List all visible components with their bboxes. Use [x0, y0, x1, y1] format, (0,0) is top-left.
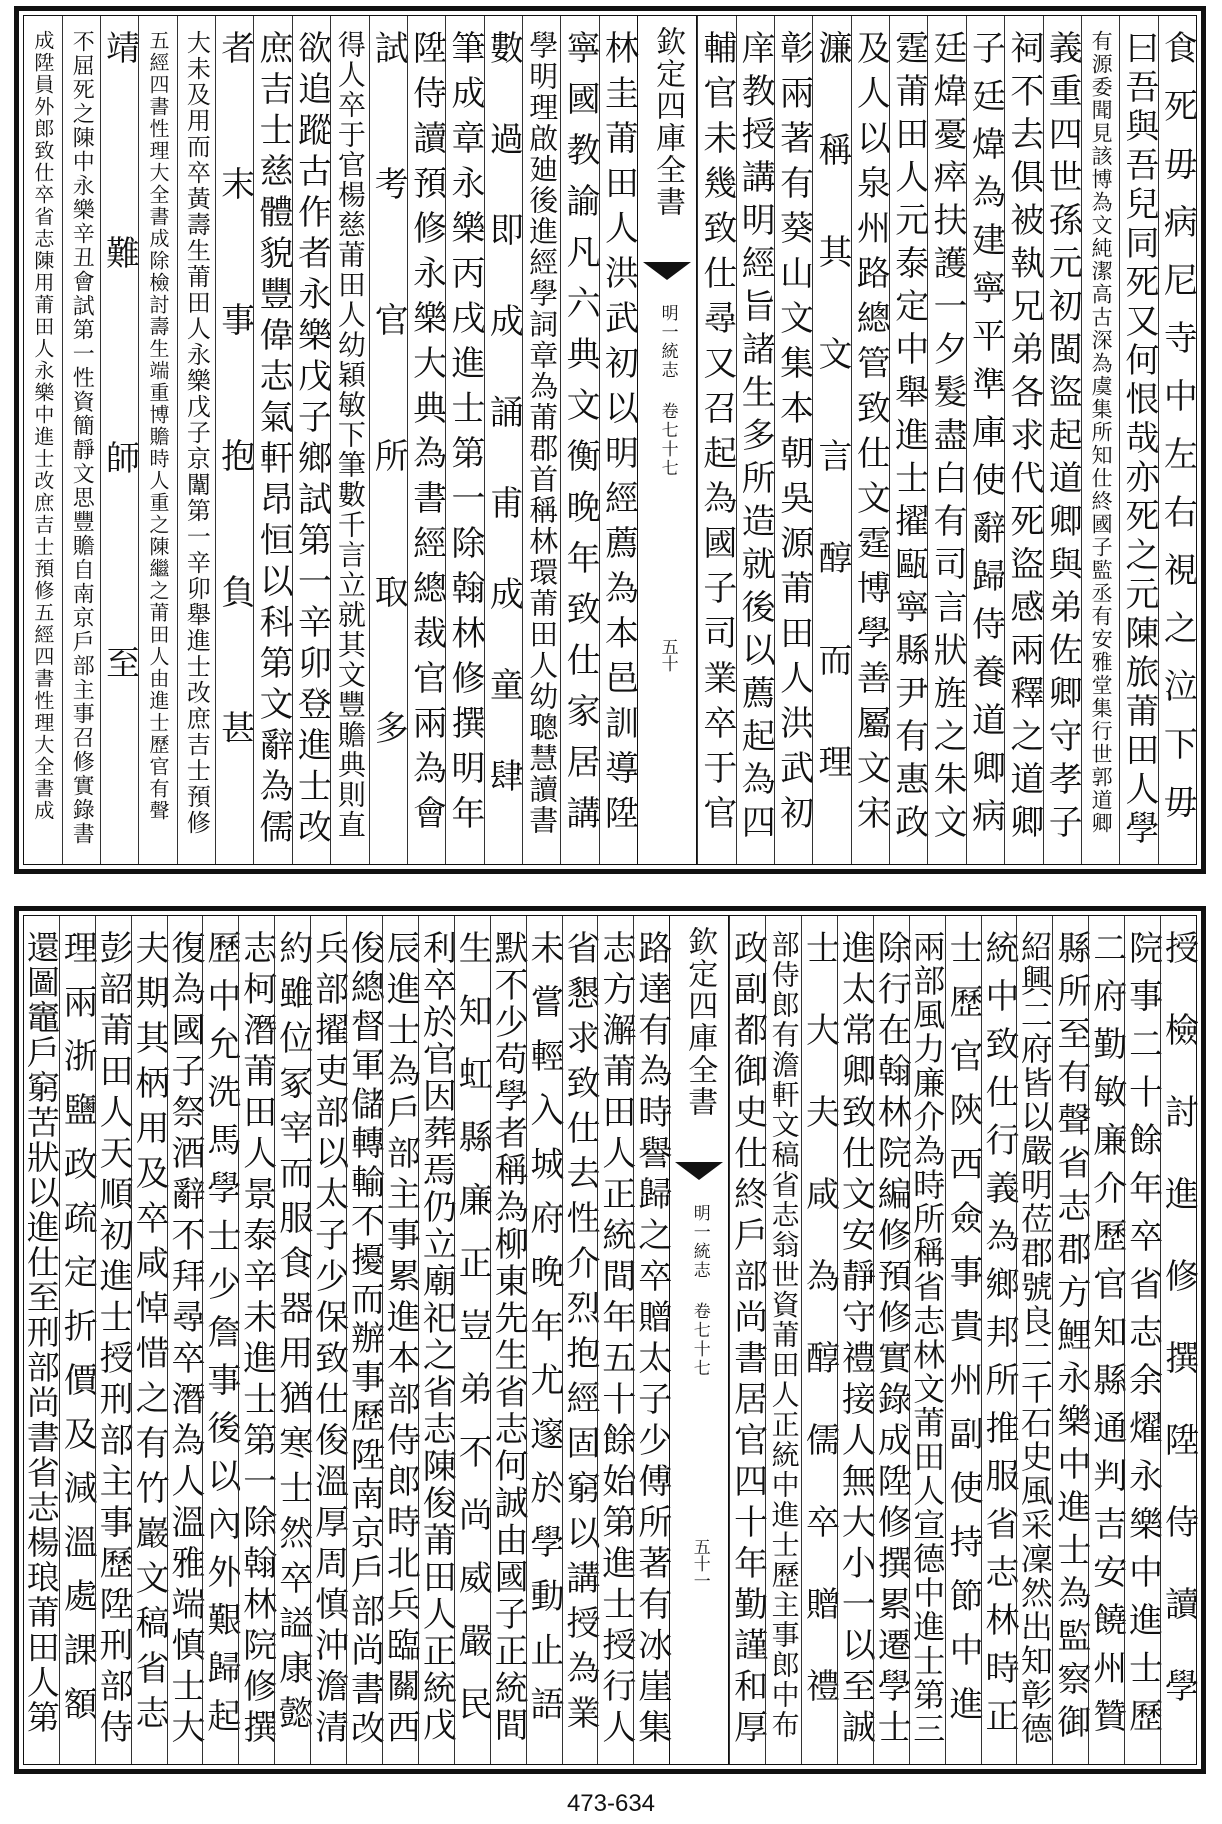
- text-column: [445, 16, 483, 864]
- text-column: [369, 16, 407, 864]
- text-column: [966, 16, 1004, 864]
- column-text: 兵部擢吏部以太子少保致仕俊溫厚周慎沖澹清: [308, 930, 349, 1750]
- column-text: 除行在翰林院編修預修實錄成陞修撰累遷學士: [871, 930, 912, 1750]
- text-column: [177, 16, 215, 864]
- column-text: 縣所至有聲省志郡方鯉永樂中進士為監察御: [1050, 930, 1091, 1747]
- column-text: 霆莆田人元泰定中舉進士擢甌寧縣尹有惠政: [888, 30, 929, 847]
- leaf-number: 五十: [657, 638, 678, 672]
- column-text: 得人卒于官楊慈莆田人幼穎敏下筆數千言立就其文豐贍典則直: [333, 30, 367, 840]
- text-column: [631, 916, 672, 1764]
- text-column: [1016, 916, 1052, 1764]
- text-column: [308, 916, 349, 1764]
- book-title: 欽定四庫全書: [650, 26, 686, 218]
- text-column: [57, 916, 98, 1764]
- column-text: 統中致仕行義為鄉邦所推服省志林時正: [979, 930, 1020, 1746]
- text-column: [559, 916, 600, 1764]
- column-text: 數過即成誦甫成童肆: [483, 30, 524, 849]
- column-text: 彰兩著有葵山文集本朝吳源莆田人洪武初: [773, 30, 814, 840]
- text-column: [1086, 916, 1127, 1764]
- volume-label: 明一統志 卷七十七: [689, 1204, 710, 1378]
- column-text: 辰進士為戶部主事累進本部侍郎時北兵臨關西: [380, 930, 421, 1750]
- text-column: [24, 16, 61, 864]
- text-column: [522, 16, 560, 864]
- text-column: [62, 16, 100, 864]
- column-text: 理兩浙鹽政疏定折價及減溫處課額: [57, 930, 98, 1740]
- column-text: 成陞員外郎致仕卒省志陳用莆田人永樂中進士改庶吉士預修五經四書性理大全書成: [30, 30, 55, 822]
- column-text: 學明理啟廸後進經學詞章為莆郡首稱林環莆田人幼聰慧讀書: [525, 30, 560, 836]
- text-column: [524, 916, 565, 1764]
- text-column: [871, 916, 912, 1764]
- text-column: [253, 16, 294, 864]
- column-text: 政副都御史仕終戶部尚書居官四十年勤謹和厚: [727, 930, 768, 1750]
- text-column: [979, 916, 1020, 1764]
- book-title: 欽定四庫全書: [682, 926, 718, 1118]
- text-column: [164, 916, 205, 1764]
- column-text: 欲追蹤古作者永樂戊子鄉試第一辛卯登進士改: [291, 30, 332, 850]
- column-text: 二府勤敏廉介歷官知縣通判吉安饒州贊: [1086, 930, 1127, 1746]
- text-column: [488, 916, 529, 1764]
- text-column: [697, 16, 735, 864]
- column-text: 士大夫咸為醇儒卒贈禮: [799, 930, 840, 1750]
- text-column: [484, 16, 522, 864]
- text-column: [93, 916, 134, 1764]
- column-text: 有源委聞見該博為文純潔高古深為虞集所知仕終國子監丞有安雅堂集行世郭道卿: [1089, 30, 1114, 835]
- column-text: 靖難師至: [99, 30, 140, 850]
- text-column: [215, 16, 253, 864]
- text-column: [21, 916, 61, 1764]
- column-text: 生知虹縣廉正豈弟不尚威嚴民: [452, 930, 493, 1749]
- text-column: [129, 916, 170, 1764]
- column-text: 約雖位冢宰而服食器用猶寒士然卒謚康懿: [272, 930, 313, 1740]
- column-text: 祠不去俱被執兄弟各求代死盜感兩釋之道卿: [1003, 30, 1044, 847]
- text-column: [292, 16, 330, 864]
- text-column: [138, 16, 176, 864]
- text-column: [774, 16, 812, 864]
- column-text: 及人以泉州路總管致仕文霆博學善屬文宋: [850, 30, 891, 840]
- text-column: [416, 916, 457, 1764]
- column-text: 夫期其柄用及卒咸悼惜之有竹巖文稿省志: [129, 930, 170, 1740]
- text-column: [909, 916, 945, 1764]
- column-text: 試考官所取多: [368, 30, 409, 846]
- column-text: 部侍郎有澹軒文稿省志翁世資莆田人正統中進士歷主事郎中布: [767, 930, 801, 1740]
- text-column: [812, 16, 850, 864]
- column-text: 路達有為時譽歸之卒贈太子少傅所著有冰崖集: [631, 930, 672, 1750]
- page-bottom: [14, 906, 1206, 1774]
- text-column: [272, 916, 313, 1764]
- text-column: [927, 16, 968, 864]
- text-column: [200, 916, 241, 1764]
- column-text: 五經四書性理大全書成除檢討壽生端重博贍時人重之陳繼之莆田人由進士歷官有聲: [145, 30, 170, 822]
- text-column: [1122, 916, 1163, 1764]
- text-column: [344, 916, 385, 1764]
- text-column: [1081, 16, 1119, 864]
- page-top-columns: [23, 15, 1197, 865]
- volume-label: 明一統志 卷七十七: [657, 304, 678, 478]
- text-column: [943, 916, 984, 1764]
- fishtail-mark: [675, 1162, 723, 1180]
- column-text: 授檢討進修撰陞侍讀學: [1158, 930, 1199, 1750]
- column-text: 志方澥莆田人正統間年五十餘始第進士授行人: [595, 930, 636, 1750]
- column-text: 利卒於官因葬焉仍立廟祀之省志陳俊莆田人正統戊: [416, 930, 457, 1744]
- column-text: 食死毋病尼寺中左右視之泣下毋: [1157, 30, 1198, 842]
- column-text: 士歷官陝西僉事貴州副使持節中進: [943, 930, 984, 1740]
- text-column: [330, 16, 368, 864]
- text-column: [1119, 16, 1157, 864]
- text-column: [560, 16, 601, 864]
- text-column: [889, 16, 927, 864]
- column-text: 陞侍讀預修永樂大典為書經總裁官兩為會: [406, 30, 447, 840]
- page-bottom-columns: [23, 915, 1197, 1765]
- text-column: [765, 916, 801, 1764]
- text-column: [452, 916, 493, 1764]
- column-text: 俊總督軍儲轉輸不擾而辦事歷陞南京戶部尚書改: [344, 930, 385, 1749]
- leaf-number: 五十一: [689, 1538, 710, 1589]
- text-column: [736, 16, 774, 864]
- column-text: 義重四世孫元初閩盜起道卿與弟佐卿守孝子: [1042, 30, 1083, 847]
- column-text: 輔官未幾致仕尋又召起為國子司業卒于官: [696, 30, 737, 840]
- text-column: [407, 16, 445, 864]
- column-text: 者末事抱負甚: [214, 30, 255, 846]
- column-text: 進太常卿致仕文安靜守禮接人無大小一以至誠: [835, 930, 876, 1750]
- column-text: 筆成章永樂丙戌進士第一除翰林修撰明年: [444, 30, 485, 840]
- column-text: 大未及用而卒黃壽生莆田人永樂戊子京闈第一辛卯舉進士改庶吉士預修: [182, 30, 211, 836]
- page-number-footer: 473-634: [566, 1790, 656, 1817]
- column-text: 默不少苟學者稱為柳東先生省志何誠由國子正統間: [488, 930, 529, 1744]
- column-text: 志柯潛莆田人景泰辛未進士第一除翰林院修撰: [236, 930, 277, 1750]
- text-column: [100, 16, 138, 864]
- column-text: 院事二十餘年卒省志余燿永樂中進士歷: [1122, 930, 1163, 1746]
- column-text: 庶吉士慈體貌豐偉志氣軒昂恒以科第文辭為儒: [253, 30, 294, 850]
- center-fold-column: [669, 916, 729, 1764]
- text-column: [799, 916, 840, 1764]
- page-top: [14, 6, 1206, 874]
- text-column: [835, 916, 876, 1764]
- text-column: [1158, 16, 1196, 864]
- column-text: 寧國教諭凡六典文衡晚年致仕家居講: [560, 30, 601, 846]
- center-fold-column: [637, 16, 697, 864]
- column-text: 未嘗輕入城府晚年尤邃於學動止語: [524, 930, 565, 1740]
- text-column: [236, 916, 277, 1764]
- column-text: 庠教授講明經旨諸生多所造就後以薦起為四: [735, 30, 776, 847]
- text-column: [1158, 916, 1199, 1764]
- text-column: [1004, 16, 1042, 864]
- column-text: 紹興二府皆以嚴明莅郡號良二千石史風采凜然出知彰德: [1015, 930, 1054, 1746]
- text-column: [1043, 16, 1081, 864]
- text-column: [380, 916, 421, 1764]
- column-text: 兩部風力廉介為時所稱省志林文莆田人宣德中進士第三: [908, 930, 947, 1746]
- column-text: 濂稱其文言醇而理: [811, 30, 852, 846]
- column-text: 彭韶莆田人天順初進士授刑部主事歷陞刑部侍: [93, 930, 134, 1750]
- column-text: 復為國子祭酒辭不拜尋卒潛為人溫雅端慎士大: [164, 930, 205, 1750]
- column-text: 廷煒憂瘁扶護一夕髮盡白有司言狀旌之朱文: [927, 30, 968, 847]
- column-text: 省懇求致仕去性介烈抱經固窮以講授為業: [559, 930, 600, 1740]
- text-column: [1050, 916, 1091, 1764]
- column-text: 林圭莆田人洪武初以明經薦為本邑訓導陞: [598, 30, 639, 840]
- column-text: 曰吾與吾兒同死又何恨哉亦死之元陳旅莆田人學: [1118, 30, 1159, 849]
- text-column: [851, 16, 889, 864]
- text-column: [599, 16, 637, 864]
- column-text: 不屈死之陳中永樂辛丑會試第一性資簡靜文思豐贍自南京戶部主事召修實錄書: [69, 30, 95, 846]
- column-text: 歷中允洗馬學士少詹事後以內外艱歸起: [200, 930, 241, 1746]
- column-text: 子廷煒為建寧平準庫使辭歸侍養道卿病: [965, 30, 1006, 846]
- text-column: [727, 916, 768, 1764]
- fishtail-mark: [643, 262, 691, 280]
- text-column: [595, 916, 636, 1764]
- column-text: 還圖竈戶窮苦狀以進仕至刑部尚書省志楊琅莆田人第: [21, 930, 61, 1735]
